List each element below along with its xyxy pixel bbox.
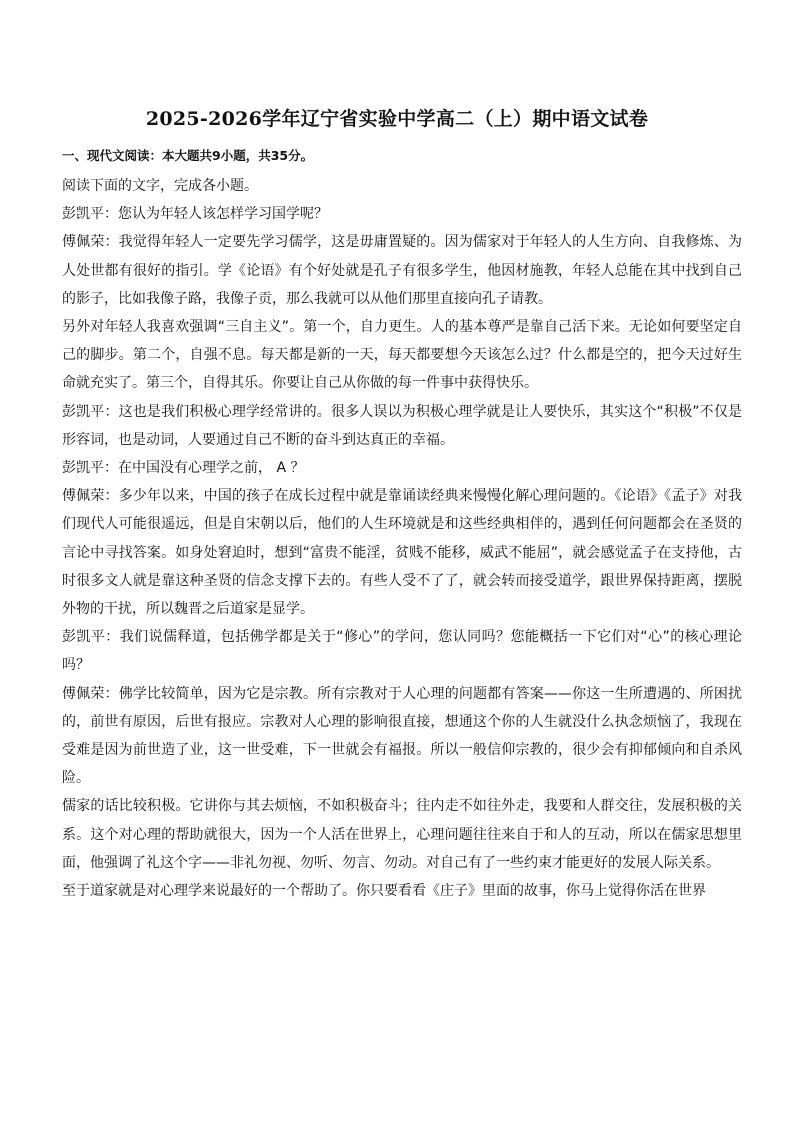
paragraph: 彭凯平：这也是我们积极心理学经常讲的。很多人误以为积极心理学就是让人要快乐，其实这个“积极”不仅是形容词，也是动词，人要通过自己不断的奋斗到达真正的幸福。 xyxy=(62,403,742,448)
paragraph: 彭凯平：在中国没有心理学之前， A ？ xyxy=(62,460,305,477)
paragraph: 彭凯平：您认为年轻人该怎样学习国学呢？ xyxy=(62,206,328,223)
exam-title: 2025-2026学年辽宁省实验中学高二（上）期中语文试卷 xyxy=(145,108,649,130)
paragraph: 傅佩荣：佛学比较简单，因为它是宗教。所有宗教对于人心理的问题都有答案——你这一生所遭遇的、所困扰的，前世有原因，后世有报应。宗教对人心理的影响很直接，想通这个你的人生就没什么执念烦恼了，我现在受难是因为前世造了业，这一世受难，下一世就会有福报。所以一般信仰宗教的，很少会有抑郁倾向和自杀风险。 xyxy=(62,685,742,787)
paragraph: 阅读下面的文字，完成各小题。 xyxy=(62,178,258,194)
paragraph: 至于道家就是对心理学来说最好的一个帮助了。你只要看看《庄子》里面的故事，你马上觉得你活在世界 xyxy=(62,883,706,900)
reading-passage xyxy=(62,172,742,905)
paragraph: 傅佩荣：我觉得年轻人一定要先学习儒学，这是毋庸置疑的。因为儒家对于年轻人的人生方向、自我修炼、为人处世都有很好的指引。学《论语》有个好处就是孔子有很多学生，他因材施教，年轻人总能在其中找到自己的影子，比如我像子路，我像子贡，那么我就可以从他们那里直接向孔子请教。 xyxy=(62,234,742,307)
section-heading: 一、现代文阅读：本大题共9小题，共35分。 xyxy=(62,148,314,163)
paragraph: 另外对年轻人我喜欢强调“三自主义”。第一个，自力更生。人的基本尊严是靠自己活下来。无论如何要坚定自己的脚步。第二个，自强不息。每天都是新的一天，每天都要想今天该怎么过？什么都是空的，把今天过好生命就充实了。第三个，自得其乐。你要让自己从你做的每一件事中获得快乐。 xyxy=(62,319,742,392)
paragraph: 彭凯平：我们说儒释道，包括佛学都是关于“修心”的学问，您认同吗？您能概括一下它们对“心”的核心理论吗？ xyxy=(62,629,742,674)
paragraph: 傅佩荣：多少年以来，中国的孩子在成长过程中就是靠诵读经典来慢慢化解心理问题的。《论语》《孟子》对我们现代人可能很遥远，但是自宋朝以后，他们的人生环境就是和这些经典相伴的，遇到任何问题都会在圣贤的言论中寻找答案。如身处窘迫时，想到“富贵不能淫，贫贱不能移，威武不能屈”，就会感觉孟子在支持他，古时很多文人就是靠这种圣贤的信念支撑下去的。有些人受不了了，就会转而接受道学，跟世界保持距离，摆脱外物的干扰，所以魏晋之后道家是显学。 xyxy=(62,488,742,618)
paragraph: 儒家的话比较积极。它讲你与其去烦恼，不如积极奋斗；往内走不如往外走，我要和人群交往，发展积极的关系。这个对心理的帮助就很大，因为一个人活在世界上，心理问题往往来自于和人的互动，所以在儒家思想里面，他强调了礼这个字——非礼勿视、勿听、勿言、勿动。对自己有了一些约束才能更好的发展人际关系。 xyxy=(62,798,742,871)
